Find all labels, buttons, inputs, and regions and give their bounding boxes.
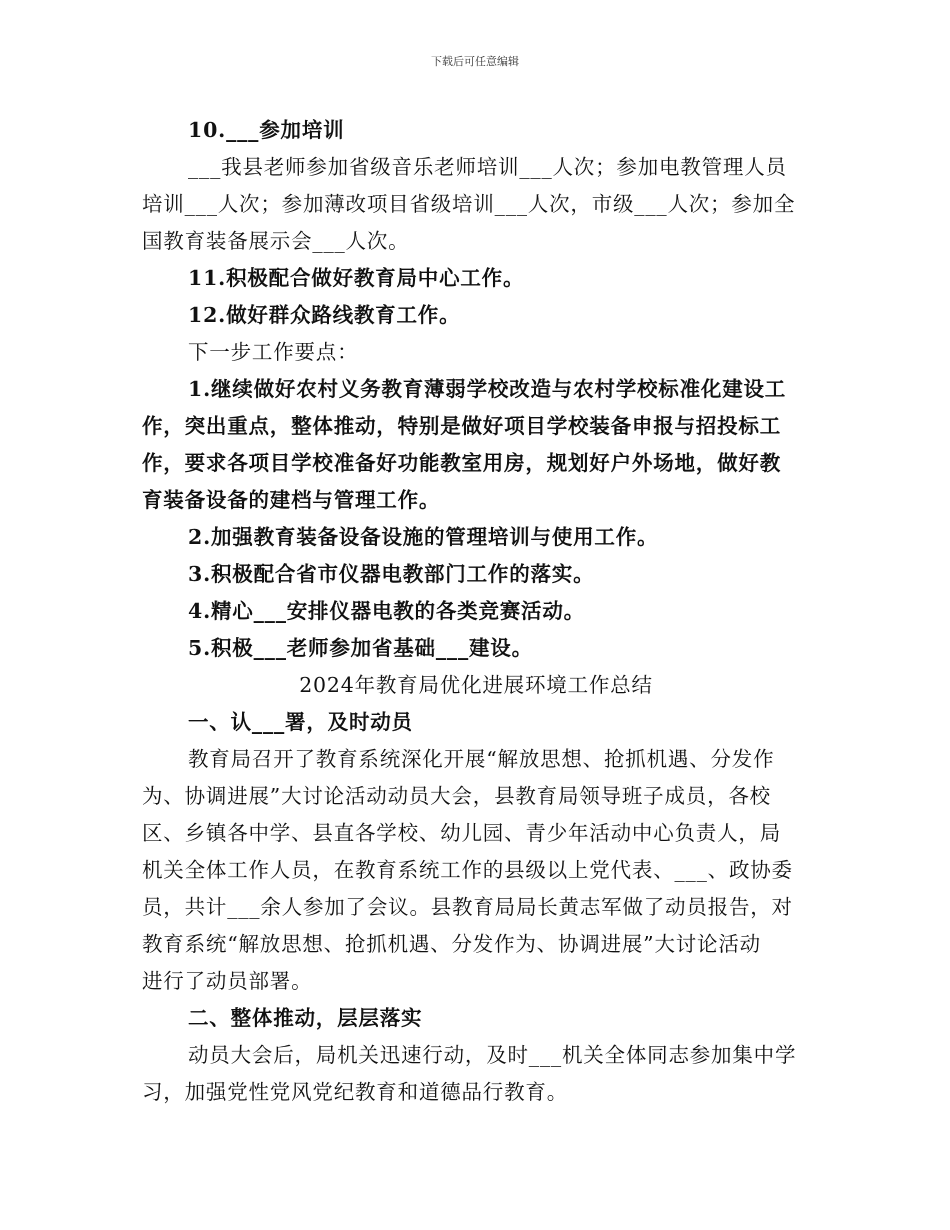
summary-para-2-line-2: 习，加强党性党风党纪教育和道德品行教育。 [142,1080,568,1104]
item-11: 11.积极配合做好教育局中心工作。 [188,266,525,290]
next-step-1-line-1: 1.继续做好农村义务教育薄弱学校改造与农村学校标准化建设工 [188,377,787,401]
next-step-2: 2.加强教育装备设备设施的管理培训与使用工作。 [188,525,659,549]
summary-heading-2: 二、整体推动，层层落实 [188,1006,423,1030]
next-step-3: 3.积极配合省市仪器电教部门工作的落实。 [188,562,595,586]
summary-para-1-line-7: 进行了动员部署。 [142,969,313,993]
item-10-body-line-3: 国教育装备展示会___人次。 [142,229,410,253]
next-step-1-line-4: 育装备设备的建档与管理工作。 [142,488,441,512]
summary-para-1-line-4: 机关全体工作人员，在教育系统工作的县级以上党代表、___、政协委 [142,858,793,882]
summary-para-2-line-1: 动员大会后，局机关迅速行动，及时___机关全体同志参加集中学 [188,1043,797,1067]
next-step-4: 4.精心___安排仪器电教的各类竞赛活动。 [188,599,585,623]
summary-para-1-line-1: 教育局召开了教育系统深化开展“解放思想、抢抓机遇、分发作 [188,747,775,771]
item-10-body-line-2: 培训___人次；参加薄改项目省级培训___人次，市级___人次；参加全 [142,192,796,216]
next-step-5: 5.积极___老师参加省基础___建设。 [188,636,533,660]
summary-para-1-line-5: 员，共计___余人参加了会议。县教育局局长黄志军做了动员报告，对 [142,895,793,919]
summary-para-1-line-3: 区、乡镇各中学、县直各学校、幼儿园、青少年活动中心负责人，局 [142,821,781,845]
next-step-1-line-3: 作，要求各项目学校准备好功能教室用房，规划好户外场地，做好教 [142,451,781,475]
summary-heading-1: 一、认___署，及时动员 [188,710,413,734]
summary-para-1-line-2: 为、协调进展”大讨论活动动员大会，县教育局领导班子成员，各校 [142,784,771,808]
next-steps-title: 下一步工作要点： [188,340,359,364]
next-step-1-line-2: 作，突出重点，整体推动，特别是做好项目学校装备申报与招投标工 [142,414,781,438]
document-body [142,112,810,1111]
item-12: 12.做好群众路线教育工作。 [188,303,461,327]
summary-para-1-line-6: 教育系统“解放思想、抢抓机遇、分发作为、协调进展”大讨论活动 [142,932,761,956]
item-10-body-line-1: ___我县老师参加省级音乐老师培训___人次；参加电教管理人员 [188,155,787,179]
page-header: 下载后可任意编辑 [431,55,519,68]
item-10-heading: 10.___参加培训 [188,118,345,142]
summary-title: 2024年教育局优化进展环境工作总结 [299,673,653,697]
